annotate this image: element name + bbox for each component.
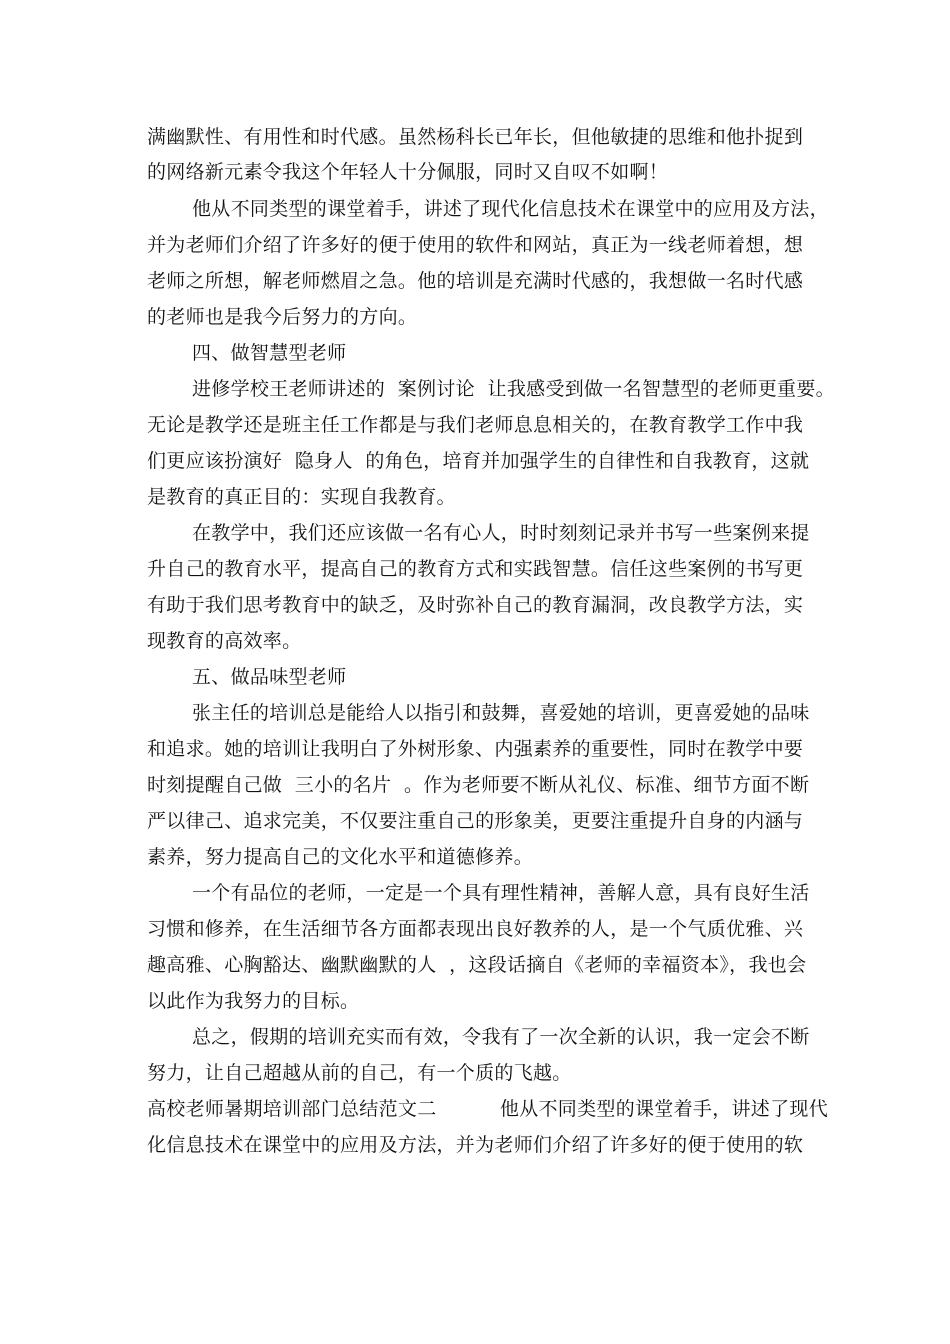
text-line: 进修学校王老师讲述的 案例讨论 让我感受到做一名智慧型的老师更重要。 xyxy=(192,378,835,400)
section-heading: 四、做智慧型老师 xyxy=(192,342,347,364)
text-line: 的老师也是我今后努力的方向。 xyxy=(147,306,418,328)
text-line: 是教育的真正目的：实现自我教育。 xyxy=(147,486,456,508)
text-line: 升自己的教育水平，提高自己的教育方式和实践智慧。信任这些案例的书写更 xyxy=(147,558,804,580)
text-line: 现教育的高效率。 xyxy=(147,630,302,652)
text-line: 无论是教学还是班主任工作都是与我们老师息息相关的，在教育教学工作中我 xyxy=(147,414,804,436)
text-line: 老师之所想，解老师燃眉之急。他的培训是充满时代感的，我想做一名时代感 xyxy=(147,270,804,292)
text-line: 在教学中，我们还应该做一名有心人，时时刻刻记录并书写一些案例来提 xyxy=(192,522,810,544)
text-line: 的网络新元素令我这个年轻人十分佩服，同时又自叹不如啊！ xyxy=(147,161,669,183)
text-line: 张主任的培训总是能给人以指引和鼓舞，喜爱她的培训，更喜爱她的品味 xyxy=(192,702,810,724)
text-line: 以此作为我努力的目标。 xyxy=(147,990,360,1012)
text-line: 总之，假期的培训充实而有效，令我有了一次全新的认识，我一定会不断 xyxy=(192,1026,810,1048)
text-line: 时刻提醒自己做 三小的名片 。作为老师要不断从礼仪、标准、细节方面不断 xyxy=(147,774,810,796)
text-line: 高校老师暑期培训部门总结范文二 他从不同类型的课堂着手，讲述了现代 xyxy=(147,1098,828,1120)
text-line: 满幽默性、有用性和时代感。虽然杨科长已年长，但他敏捷的思维和他扑捉到 xyxy=(147,126,804,148)
text-line: 一个有品位的老师，一定是一个具有理性精神，善解人意，具有良好生活 xyxy=(192,882,810,904)
text-line: 素养，努力提高自己的文化水平和道德修养。 xyxy=(147,846,534,868)
text-line: 严以律己、追求完美，不仅要注重自己的形象美，更要注重提升自身的内涵与 xyxy=(147,810,804,832)
section-heading: 五、做品味型老师 xyxy=(192,666,347,688)
text-line: 们更应该扮演好 隐身人 的角色，培育并加强学生的自律性和自我教育，这就 xyxy=(147,450,810,472)
text-line: 有助于我们思考教育中的缺乏，及时弥补自己的教育漏洞，改良教学方法，实 xyxy=(147,594,804,616)
text-line: 习惯和修养，在生活细节各方面都表现出良好教养的人，是一个气质优雅、兴 xyxy=(147,918,804,940)
text-line: 努力，让自己超越从前的自己，有一个质的飞越。 xyxy=(147,1062,572,1084)
text-line: 并为老师们介绍了许多好的便于使用的软件和网站，真正为一线老师着想，想 xyxy=(147,234,804,256)
text-line: 他从不同类型的课堂着手，讲述了现代化信息技术在课堂中的应用及方法， xyxy=(192,198,829,220)
text-line: 化信息技术在课堂中的应用及方法，并为老师们介绍了许多好的便于使用的软 xyxy=(147,1134,804,1156)
text-line: 和追求。她的培训让我明白了外树形象、内强素养的重要性，同时在教学中要 xyxy=(147,738,804,760)
text-line: 趣高雅、心胸豁达、幽默幽默的人 ，这段话摘自《老师的幸福资本》，我也会 xyxy=(147,954,807,976)
